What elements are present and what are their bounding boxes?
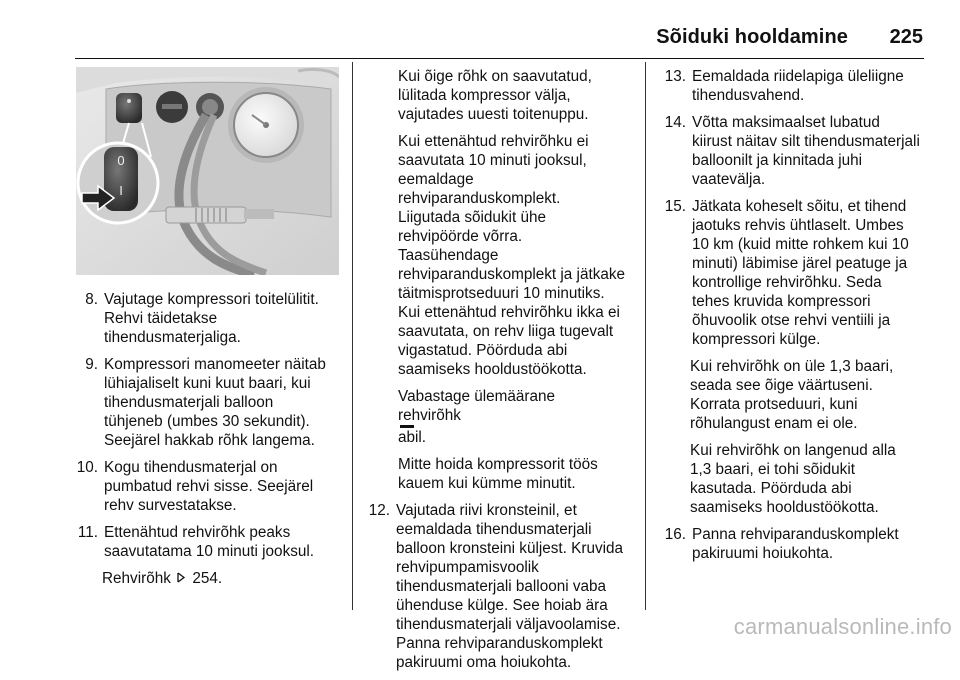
compressor-drawing <box>76 67 339 275</box>
header-rule <box>75 58 924 59</box>
text-line: seada see õige väärtuseni. <box>690 377 873 394</box>
text-line: Kui ettenähtud rehvirõhku ikka ei <box>398 304 620 321</box>
step-number: 12. <box>368 502 390 519</box>
text-line: eemaldage <box>398 171 474 188</box>
text-line: vigastatud. Pöörduda abi <box>398 342 568 359</box>
step-text-line: Panna rehviparanduskomplekt <box>396 635 603 652</box>
step-number: 10. <box>76 459 98 476</box>
page-header <box>0 0 960 60</box>
step-text-line: Jätkata koheselt sõitu, et tihend <box>692 198 907 215</box>
page-number: 225 <box>889 26 923 48</box>
step-text-line: Eemaldada riidelapiga üleliigne <box>692 68 904 85</box>
step-text-line: rehv survestatakse. <box>104 497 237 514</box>
step-text-line: minuti) läbimise järel peatuge ja <box>692 255 908 272</box>
arrow-reference-icon <box>177 569 186 588</box>
step-text-line: Rehvi täidetakse <box>104 310 218 327</box>
step-text-line: Seejärel hakkab rõhk langema. <box>104 432 315 449</box>
text-line: Taasühendage <box>398 247 499 264</box>
step-text-line: tühjeneb (umbes 30 sekundit). <box>104 413 310 430</box>
step-text-line: kompressori külge. <box>692 331 821 348</box>
watermark: carmanualsonline.info <box>733 614 952 639</box>
step-text-line: Vajutage kompressori toitelülitit. <box>104 291 319 308</box>
step-10 <box>72 458 342 515</box>
text-line: Liigutada sõidukit ühe <box>398 209 546 226</box>
text-line: saavutata, on rehv liiga tugevalt <box>398 323 614 340</box>
text-line: kasutada. Pöörduda abi <box>690 480 852 497</box>
step-text-line: eemaldada tihendusmaterjali <box>396 521 592 538</box>
reference-page-link[interactable]: 254. <box>192 570 223 587</box>
reference-label: Rehvirõhk <box>102 570 171 587</box>
text-line: rõhulangust enam ei ole. <box>690 415 858 432</box>
text-line: vajutades uuesti toitenuppu. <box>398 106 589 123</box>
text-line: lülitada kompressor välja, <box>398 87 571 104</box>
text-fragment: abil. <box>398 429 427 446</box>
step-text-line: ühenduse külge. See hoiab ära <box>396 597 608 614</box>
step-text-line: tihendusmaterjali balloon <box>104 394 274 411</box>
text-fragment: rehvirõhk <box>398 407 461 424</box>
step-16 <box>660 525 932 563</box>
step-text-line: jaotuks rehvis ühtlaselt. Umbes <box>692 217 904 234</box>
step-text-line: Panna rehviparanduskomplekt <box>692 526 899 543</box>
step-13 <box>660 67 932 105</box>
step-number: 14. <box>664 114 686 131</box>
step-text-line: saavutatama 10 minuti jooksul. <box>104 543 315 560</box>
text-line: Mitte hoida kompressorit töös <box>398 456 598 473</box>
step-text-line: tehes kruvida kompressori <box>692 293 871 310</box>
step-text-line: rehvipumpamisvoolik <box>396 559 539 576</box>
column-3 <box>660 67 932 571</box>
step-text-line: pumbatud rehvi sisse. Seejärel <box>104 478 314 495</box>
text-line: Kui rehvirõhk on langenud alla <box>690 442 896 459</box>
text-line: Kui rehvirõhk on üle 1,3 baari, <box>690 358 894 375</box>
step-text-line: pakiruumi hoiukohta. <box>692 545 834 562</box>
text-line: 1,3 baari, ei tohi sõidukit <box>690 461 855 478</box>
paragraph-release-pressure <box>368 387 636 447</box>
step-text-line: tihendusmaterjali ballooni vaba <box>396 578 607 595</box>
paragraph-pressure-not-reached <box>368 132 636 379</box>
step-12 <box>364 501 636 672</box>
compressor-illustration <box>76 67 339 275</box>
text-line: rehvipöörde võrra. <box>398 228 523 245</box>
switch-label-off: 0 <box>117 153 125 168</box>
section-title: Sõiduki hooldamine <box>656 26 848 48</box>
step-text-line: tihendusmaterjaliga. <box>104 329 241 346</box>
paragraph-correct-pressure <box>368 67 636 124</box>
step-text-line: õhuvoolik otse rehvi ventiili ja <box>692 312 891 329</box>
step-number: 8. <box>85 291 98 308</box>
step-text-line: Ettenähtud rehvirõhk peaks <box>104 524 291 541</box>
step-number: 15. <box>664 198 686 215</box>
column-divider-1 <box>352 62 353 610</box>
step-text-line: balloon kronsteini küljest. Kruvida <box>396 540 624 557</box>
text-line: kauem kui kümme minutit. <box>398 475 576 492</box>
column-1 <box>72 290 342 596</box>
step-number: 16. <box>664 526 686 543</box>
paragraph-pressure-below <box>660 441 932 517</box>
text-line: Kui ettenähtud rehvirõhku ei <box>398 133 589 150</box>
step-number: 9. <box>85 356 98 373</box>
step-11 <box>72 523 342 561</box>
step-text-line: vaatevälja. <box>692 171 766 188</box>
step-number: 13. <box>664 68 686 85</box>
text-line: täitmisprotseduuri 10 minutiks. <box>398 285 605 302</box>
step-text-line: Kogu tihendusmaterjal on <box>104 459 278 476</box>
step-text-line: lühiajaliselt kuni kuut baari, kui <box>104 375 311 392</box>
step-text-line: tihendusmaterjali väljavoolamise. <box>396 616 621 633</box>
step-number: 11. <box>77 524 98 541</box>
step-text-line: Võtta maksimaalset lubatud <box>692 114 880 131</box>
text-line: saamiseks hooldustöökotta. <box>690 499 879 516</box>
text-line-with-icon <box>398 406 636 447</box>
text-line: rehviparanduskomplekt ja jätkake <box>398 266 626 283</box>
step-15 <box>660 197 932 349</box>
step-text-line: Vajutada riivi kronsteinil, et <box>396 502 577 519</box>
step-14 <box>660 113 932 189</box>
text-line: Kui õige rõhk on saavutatud, <box>398 68 592 85</box>
paragraph-pressure-above <box>660 357 932 433</box>
step-text-line: kontrollige rehvirõhku. Seda <box>692 274 882 291</box>
column-2 <box>368 67 636 680</box>
text-line: saavutata 10 minuti jooksul, <box>398 152 587 169</box>
tyre-pressure-reference <box>72 569 342 588</box>
step-text-line: 10 km (kuid mitte rohkem kui 10 <box>692 236 909 253</box>
step-text-line: tihendusvahend. <box>692 87 805 104</box>
step-text-line: pakiruumi oma hoiukohta. <box>396 654 572 671</box>
step-8 <box>72 290 342 347</box>
switch-label-on: I <box>119 183 123 198</box>
text-line: Vabastage ülemäärane <box>398 388 556 405</box>
step-text-line: kiirust näitav silt tihendusmaterjali <box>692 133 920 150</box>
step-9 <box>72 355 342 450</box>
step-text-line: Kompressori manomeeter näitab <box>104 356 326 373</box>
text-line: Korrata protseduuri, kuni <box>690 396 858 413</box>
text-line: saamiseks hooldustöökotta. <box>398 361 587 378</box>
paragraph-compressor-time <box>368 455 636 493</box>
text-line: rehviparanduskomplekt. <box>398 190 561 207</box>
column-divider-2 <box>645 62 646 610</box>
step-text-line: balloonilt ja kinnitada juhi <box>692 152 863 169</box>
